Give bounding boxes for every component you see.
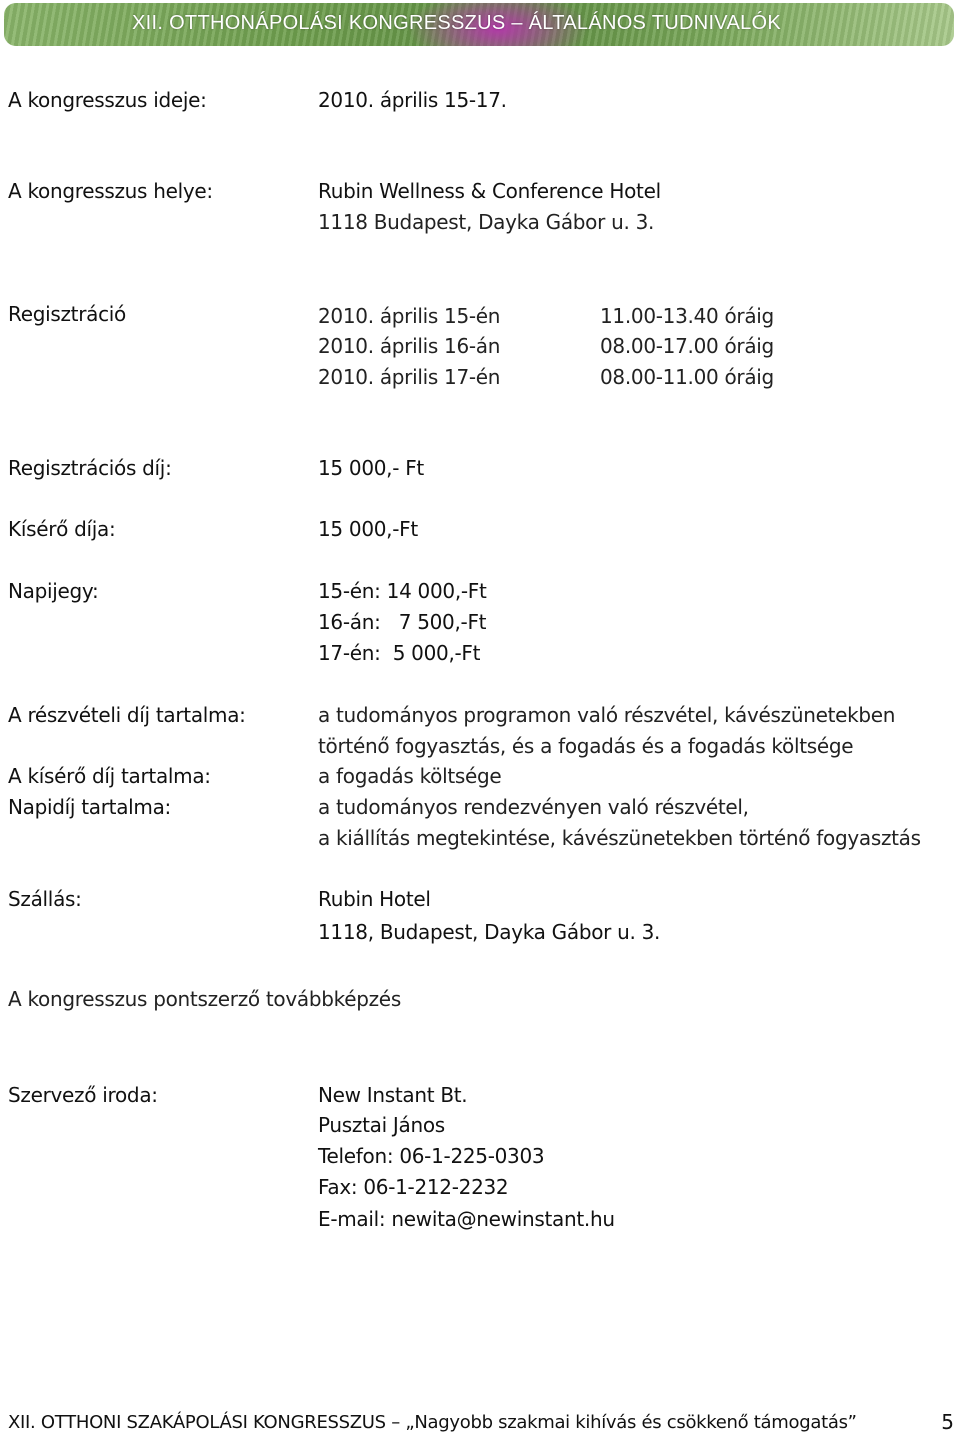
daily-contents-line: a kiállítás megtekintése, kávészünetekben történő fogyasztás <box>318 826 921 850</box>
companion-fee-label: Kísérő díja: <box>8 517 116 541</box>
page-title: XII. OTTHONÁPOLÁSI KONGRESSZUS – ÁLTALÁNOS TUDNIVALÓK <box>132 12 782 34</box>
daypass-row: 15-én: 14 000,-Ft <box>318 579 487 603</box>
registration-time: 08.00-17.00 óráig <box>600 334 774 358</box>
daily-contents-label: Napidíj tartalma: <box>8 795 171 819</box>
participation-contents-label: A részvételi díj tartalma: <box>8 703 246 727</box>
page-number: 5 <box>941 1410 954 1434</box>
registration-day: 2010. április 17-én <box>318 365 501 389</box>
participation-contents-line: történő fogyasztás, és a fogadás és a fogadás költsége <box>318 734 854 758</box>
registration-day: 2010. április 16-án <box>318 334 501 358</box>
venue-name: Rubin Wellness & Conference Hotel <box>318 179 661 203</box>
organizer-line: Pusztai János <box>318 1113 445 1137</box>
organizer-email: E-mail: newita@newinstant.hu <box>318 1207 615 1231</box>
date-label: A kongresszus ideje: <box>8 88 207 112</box>
venue-address: 1118 Budapest, Dayka Gábor u. 3. <box>318 210 655 234</box>
accommodation-name: Rubin Hotel <box>318 887 431 911</box>
daypass-row: 17-én: 5 000,-Ft <box>318 641 481 665</box>
organizer-label: Szervező iroda: <box>8 1083 158 1107</box>
organizer-line: New Instant Bt. <box>318 1083 468 1107</box>
registration-fee-value: 15 000,- Ft <box>318 456 424 480</box>
companion-fee-value: 15 000,-Ft <box>318 517 418 541</box>
credits-note: A kongresszus pontszerző továbbképzés <box>8 987 401 1011</box>
venue-label: A kongresszus helye: <box>8 179 213 203</box>
header-banner <box>4 3 954 46</box>
daypass-label: Napijegy: <box>8 579 99 603</box>
registration-time: 08.00-11.00 óráig <box>600 365 774 389</box>
date-value: 2010. április 15-17. <box>318 88 507 112</box>
daypass-row: 16-án: 7 500,-Ft <box>318 610 487 634</box>
organizer-fax: Fax: 06-1-212-2232 <box>318 1175 509 1199</box>
companion-contents-label: A kísérő díj tartalma: <box>8 764 211 788</box>
registration-label: Regisztráció <box>8 302 126 326</box>
companion-contents-value: a fogadás költsége <box>318 764 502 788</box>
daily-contents-line: a tudományos rendezvényen való részvétel, <box>318 795 749 819</box>
registration-fee-label: Regisztrációs díj: <box>8 456 172 480</box>
participation-contents-line: a tudományos programon való részvétel, kávészünetekben <box>318 703 896 727</box>
registration-time: 11.00-13.40 óráig <box>600 304 774 328</box>
registration-day: 2010. április 15-én <box>318 304 501 328</box>
accommodation-label: Szállás: <box>8 887 82 911</box>
accommodation-address: 1118, Budapest, Dayka Gábor u. 3. <box>318 920 661 944</box>
footer-text: XII. OTTHONI SZAKÁPOLÁSI KONGRESSZUS – „Nagyobb szakmai kihívás és csökkenő támogatás” <box>8 1412 857 1433</box>
organizer-phone: Telefon: 06-1-225-0303 <box>318 1144 545 1168</box>
